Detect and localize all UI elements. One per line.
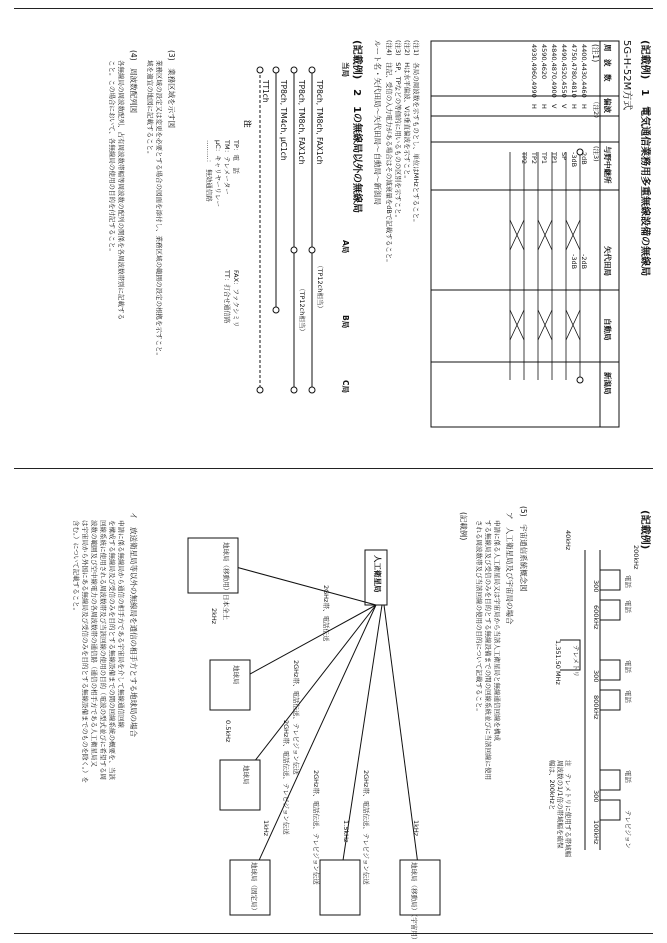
channel-label-1: 電話 <box>624 575 632 588</box>
freq-label-200: 200kHz <box>632 545 640 570</box>
note-c: 注 テレメトリに使用する帯域幅 <box>564 760 572 858</box>
bottom-example-title: (記載例) <box>639 510 650 550</box>
db-left-2: -3dB <box>570 152 578 168</box>
table-header-polar: 偏波 <box>603 98 612 113</box>
polar-2: H <box>570 104 578 109</box>
channel-label-3: 電話 <box>624 660 632 673</box>
section5-a-body: 申請に係る人工衛星局又は宇宙局から当該人工衛星局と無線通信回線を構成 <box>493 520 501 741</box>
note-c3: 幅は、200kHzと <box>548 760 556 811</box>
table-header-polar-note: （注2） <box>592 98 600 122</box>
polar-1: H <box>580 104 588 109</box>
link-label-5: 1kHz <box>412 820 420 837</box>
earth-station-1: 地球局（移動用）日本全土 <box>222 542 230 620</box>
note-4: (注4) 注記、受信の入力電力がある場合はその減衰量をdBで記載すること。 <box>385 40 393 266</box>
note-c2: 周波数の1/1倍の帯域幅を確保 <box>556 760 564 849</box>
bottom-rule <box>14 933 653 934</box>
section5-b-body3: 回線系統に使用される周波数帯及び当該回線の使用の目的（電波の型式並びに希望する周 <box>99 520 107 780</box>
note-3: (注3) SP、TPなどの等価的に用いるものの区別を示すこと。 <box>394 40 402 222</box>
section5-b-title: イ 放送衛星局等以外の無線局を通信の相手方とする地球局の場合 <box>129 512 138 737</box>
section5-b-body: 申請に係る無線局から通信の相手方である宇宙局を介して無線通信回線 <box>117 520 125 728</box>
section5-b-body6: 含む。）について記載すること。 <box>72 520 80 615</box>
db-right-1: -2dB <box>580 254 588 270</box>
channel-label-2: 電話 <box>624 600 632 613</box>
legend-title: 注 <box>243 120 252 128</box>
channel-line-2: TP8ch, TM8ch, FAX1ch <box>297 80 306 165</box>
table-freq-row-4: 4840,4870,4900 <box>550 44 558 98</box>
table-freq-row-1: 4400,4430,4460 <box>580 44 588 98</box>
link-label-4: 1.5kHz <box>342 820 350 843</box>
legend-dotted: ………： 無効通信路 <box>205 140 213 202</box>
earth-station-2: 地球局 <box>232 665 240 685</box>
line-label-tp1b: TP1 <box>540 152 548 165</box>
table-header-freq: 周 波 数 <box>603 44 612 82</box>
line-label-tp1a: TP1 <box>550 152 558 165</box>
route-line: ルート名・矢代田局～矢代田局～自動局～新潟局 <box>373 40 382 205</box>
channel-line-4: TT1ch <box>261 80 270 103</box>
legend-tm: TM：テレメーター <box>223 140 231 195</box>
station-b: B局 <box>341 315 350 329</box>
section5-title: (5) 宇宙通信系統概念図 <box>519 506 528 592</box>
legend-tp: TP：電 話 <box>232 140 240 174</box>
line-label-tp2a: TP2 <box>530 152 538 165</box>
note-2: (注2) Hは水平偏波、Vは垂直偏波を示すこと。 <box>403 40 411 183</box>
table-freq-row-5: 4590,4620 <box>540 44 548 80</box>
polar-3: V <box>560 104 568 109</box>
line-label-tp2b: TP2 <box>520 152 528 165</box>
section3-body2: 域を適宜の地図に記載すること。 <box>146 60 154 158</box>
station-c: C局 <box>341 380 350 394</box>
channel-label-7: テレビジョン <box>624 810 632 849</box>
note-1: (注1) 各局の周波数を示すものとし、単位はMHzとすること。 <box>412 40 420 226</box>
link-desc-5: 2GHz帯、電話伝送、テレビジョン伝送 <box>362 770 370 885</box>
link-label-3: 1kHz <box>262 820 270 837</box>
freq-label-300b: 300 <box>592 670 600 683</box>
section5-a-body2: する無線局及び受信のみを目的とする無線設備までの間の回線系統並びに当該回線に使用 <box>484 520 492 780</box>
table-header-yono: 与野中継所 <box>603 146 612 184</box>
channel-label-4: テレメトリ <box>572 645 580 678</box>
freq-label-300c: 300 <box>592 790 600 803</box>
polar-4: V <box>550 104 558 109</box>
top-rule <box>14 8 653 9</box>
freq-label-300a: 300 <box>592 580 600 593</box>
channel-line-3: TP8ch, TM4ch, μC1ch <box>279 80 288 161</box>
db-right-2: -3dB <box>570 254 578 270</box>
table-header-yono-note: (注3) <box>592 146 600 162</box>
example2-title: (記載例) 2 1の無線局以外の無線局 <box>351 40 362 214</box>
system-label: 5G-H-52M方式 <box>621 40 632 111</box>
section4-title: (4) 周波数配列図 <box>129 50 138 114</box>
satellite-label: 人工衛星局 <box>373 555 382 593</box>
link-label-1: 2kHz <box>210 608 218 625</box>
channel-line-1: TP8ch, TM8ch, FAX1ch <box>315 80 324 165</box>
section5-a-body3: される周波数帯及び当該回線の使用の目的について記載すること。 <box>475 520 483 715</box>
table-freq-row-6: 4930,4960,4990 <box>530 44 538 98</box>
link-desc-1: 2GHz帯、電話伝送 <box>322 585 330 642</box>
section5-b-body4: 波数の範囲及び空中線電力の各周波数帯の通信路（通信の相手方である人工衛星局又 <box>90 520 98 767</box>
table-header-yachiyo: 矢代田局 <box>603 246 612 276</box>
freq-label-100: 100kHz <box>592 820 600 845</box>
channel-label-6: 電話 <box>624 770 632 783</box>
section3-body: 業務区域の設定又は変更を必要とする場合の図面を添付し、業務区域の範囲の設定の根拠を示すこと。 <box>155 60 163 359</box>
link-label-2: 0.5kHz <box>224 720 232 743</box>
earth-station-5: 地球局（移動局）（宇宙用） <box>410 862 418 943</box>
earth-station-4: 地球局（固定局） <box>250 862 258 914</box>
section5-b-body2: を構成する無線局及び受信のみを目的とする無線設備までの間の回線系統の概要を、当該 <box>108 520 116 780</box>
table-header-note1: (注1) <box>591 44 600 63</box>
aux-freq: 40kHz <box>564 530 572 551</box>
db-left-1: 2dB <box>580 152 588 165</box>
earth-station-3: 地球局 <box>242 765 250 785</box>
section3-title: (3) 業務区域を示す図 <box>167 50 176 129</box>
legend-fax: FAX：ファクシミリ <box>232 270 240 328</box>
polar-5: H <box>540 104 548 109</box>
middle-rule <box>14 468 653 469</box>
station-self: 当局 <box>341 62 350 77</box>
link-desc-3: 2GHz帯、電話伝送、テレビジョン伝送 <box>282 720 290 835</box>
tp-note-1: （TP12ch相当） <box>316 262 324 312</box>
section4-body2: こと。この場合において、各無線局の使用の目的を付記すること。 <box>108 60 116 255</box>
link-desc-4: 2GHz帯、電話伝送、テレビジョン伝送 <box>312 770 320 885</box>
aux-freq-2: 1,351.50 MHz <box>554 640 562 685</box>
tp-note-2: （TP12ch相当） <box>298 285 306 335</box>
legend-tt: TT：打合せ通信路 <box>223 270 231 324</box>
legend-uc: μC：キャリヤーリレー <box>214 140 222 208</box>
line-label-sp: SP <box>560 152 568 161</box>
section5-b-body5: は宇宙局から外国にある無線局及び受信のみを目的とする無線設備までのものを除く。）を <box>81 520 89 784</box>
channel-label-5: 電話 <box>624 690 632 703</box>
table-header-jiei: 自動局 <box>603 318 612 341</box>
polar-6: H <box>530 104 538 109</box>
example1-title: (記載例) 1 電気通信業務用多重無線設備の無線局 <box>639 40 650 277</box>
station-a: A局 <box>341 240 350 254</box>
section5-a-title: ア 人工衛星局及び宇宙局の場合 <box>505 512 514 625</box>
table-header-shinsho: 新潟局 <box>603 372 612 395</box>
section4-body: 各無線局の周波数配列、占有周波数帯幅等周波数の配列の関係を各周波数帯別に記載する <box>117 60 125 320</box>
freq-label-800: 800kHz <box>592 695 600 720</box>
link-desc-2: 2GHz帯、電話伝送、テレビジョン伝送 <box>292 660 300 775</box>
table-freq-row-3: 4490,4520,4550 <box>560 44 568 98</box>
freq-label-600: 600kHz <box>592 605 600 630</box>
table-freq-row-2: 4750,4780,4810 <box>570 44 578 98</box>
diagram-label: (記載例) <box>459 512 468 541</box>
